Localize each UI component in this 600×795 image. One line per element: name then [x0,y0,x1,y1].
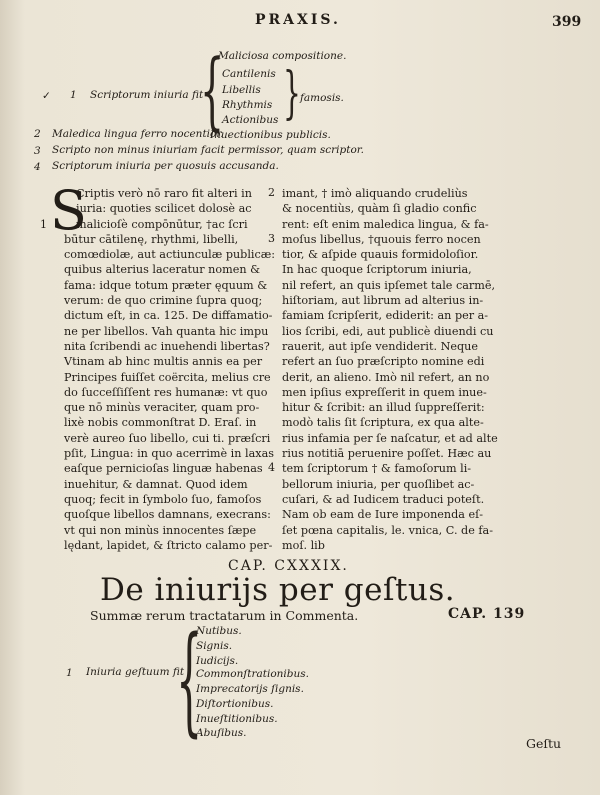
text-line: quoq; fecit in ſymbolo ſuo, famoſos [64,492,262,506]
scheme2-item: Imprecatorijs ſignis. [196,683,304,695]
scheme1-brace: { [200,41,225,139]
text-line: verè aureo ſuo libello, cui ti. præſcri [64,431,271,445]
text-line: eaſque pernicioſas linguæ habenas [64,462,263,476]
text-line: quibus alterius laceratur nomen & [64,263,261,277]
right-column-text [282,186,498,553]
drop-cap-initial: S [50,179,87,242]
scheme2-item: Abuſibus. [196,727,247,739]
scheme2-number: 1 [66,667,73,679]
chapter-summary: Summæ rerum tractatarum in Commenta. [90,608,359,623]
text-line: Criptis verò nō raro fit alteri in [76,187,252,200]
scheme2-brace: { [176,610,203,748]
text-line: rent: eſt enim maledica lingua, & fa- [282,217,489,231]
scheme2-item: Iudicijs. [196,655,239,667]
text-line: moſus libellus, †quouis ferro nocen [282,232,481,246]
text-line: modò talis ſit ſcriptura, ex qua alte- [282,416,484,430]
text-line: rius infamia per ſe naſcatur, et ad alte [282,431,498,445]
text-line: Nam ob eam de Iure imponenda eſ- [282,508,484,522]
text-line: nil refert, an quis ipſemet tale carmē, [282,278,496,292]
text-line: dictum eſt, in ca. 125. De diffamatio- [64,309,273,323]
scheme2-item: Diſtortionibus. [196,698,274,710]
text-line: moſ. lib [282,538,325,552]
chapter-title: De iniurijs per geſtus. [100,572,456,608]
text-line: derit, an alieno. Imò nil refert, an no [282,370,490,384]
page-number: 399 [552,14,582,30]
scheme1-inner-brace: } [283,61,301,126]
scheme1-item: Libellis [222,84,261,96]
scheme2-item: Signis. [196,640,233,652]
text-line: ſet pœna capitalis, le. vnica, C. de fa- [282,523,493,537]
text-line: Vtinam ab hinc multis annis ea per [64,355,263,369]
note-text: Scriptorum iniuria per quosuis accusanda. [52,160,279,172]
scheme1-number: 1 [70,89,77,101]
text-line: nita ſcribendi ac inuehendi libertas? [64,339,270,353]
scheme1-item: Rhythmis [222,99,273,111]
text-line: In hac quoque ſcriptorum iniuria, [282,263,472,277]
text-line: do ſucceſſiſſent res humanæ: vt quo [64,385,268,399]
text-line: būtur cātilenę, rhythmi, libelli, [64,232,239,246]
margin-number: 4 [268,461,275,474]
scheme1-item: Cantilenis [222,68,276,80]
scheme2-item: Nutibus. [196,625,242,637]
text-line: hitur & ſcribit: an illud ſuppreſſerit: [282,401,485,415]
margin-number: 1 [40,218,47,231]
text-line: lixè nobis commonſtrat D. Eraſ. in [64,416,257,430]
text-line: rius notitiā peruenire poſſet. Hæc au [282,447,492,461]
text-line: inuehitur, & damnat. Quod idem [64,477,248,491]
text-line: famiam ſcripſerit, ediderit: an per a- [282,309,489,323]
scheme1-item: Inuectionibus publicis. [210,129,331,141]
text-line: imant, † imò aliquando crudeliùs [282,187,468,200]
text-line: refert an ſuo præſcripto nomine edi [282,355,485,369]
text-line: bellorum iniuria, per quoſlibet ac- [282,477,475,491]
left-column-text [64,186,275,553]
note-number: 4 [34,161,41,173]
text-line: lios ſcribi, edi, aut publicè diuendi cu [282,324,494,338]
text-line: cuſari, & ad Iudicem traduci poteſt. [282,492,485,506]
text-line: Principes fuiſſet coërcita, melius cre [64,370,271,384]
text-line: que nō minùs veraciter, quam pro- [64,401,260,415]
text-line: quoſque libellos damnans, execrans: [64,508,271,522]
scheme2-item: Inueſtitionibus. [196,713,278,725]
scheme1-main: Scriptorum iniuria fit [90,89,204,101]
scheme1-bullet: ✓ [42,90,51,102]
chapter-label: CAP. CXXXIX. [228,558,349,574]
text-line: vt qui non minùs innocentes ſæpe [64,523,257,537]
text-line: hiſtoriam, aut librum ad alterius in- [282,294,484,308]
running-title: PRAXIS. [255,12,341,28]
text-line: lędant, lapidet, & ſtricto calamo per- [64,538,273,552]
text-line: iuria: quoties scilicet dolosè ac [76,202,252,216]
scheme2-main: Iniuria geſtuum fit [86,666,185,678]
text-line: pſit, Lingua: in quo acerrimè in laxas [64,447,274,461]
text-line: verum: de quo crimine ſupra quoq; [64,294,263,308]
chapter-ref: CAP. 139 [448,606,526,622]
margin-number: 3 [268,232,275,245]
catchword: Geſtu [526,736,562,751]
margin-number: 2 [268,186,275,199]
text-line: men ipſius expreſſerit in quem inue- [282,385,487,399]
text-line: tior, & aſpide quauis formidoloſior. [282,248,479,262]
note-number: 2 [34,128,41,140]
text-line: fama: idque totum præter ęquum & [64,278,268,292]
text-line: comœdiolæ, aut actiunculæ publicæ: [64,248,276,262]
text-line: ne per libellos. Vah quanta hic impu [64,324,269,338]
note-text: Maledica lingua ferro nocentior. [52,128,224,140]
scheme1-item: Actionibus [222,114,279,126]
scheme1-famosis: famosis. [300,92,344,104]
text-line: & nocentiùs, quàm ſi gladio confic [282,202,477,216]
scheme2-item: Commonſtrationibus. [196,668,309,680]
text-line: malicioſè compōnūtur, †ac ſcri [76,217,248,231]
scheme1-item: Maliciosa compositione. [218,50,347,62]
text-line: rauerit, aut ipſe vendiderit. Neque [282,339,478,353]
note-number: 3 [34,145,41,157]
note-text: Scripto non minus iniuriam facit permissor, quam scriptor. [52,144,364,156]
text-line: tem ſcriptorum † & famoſorum li- [282,462,472,476]
